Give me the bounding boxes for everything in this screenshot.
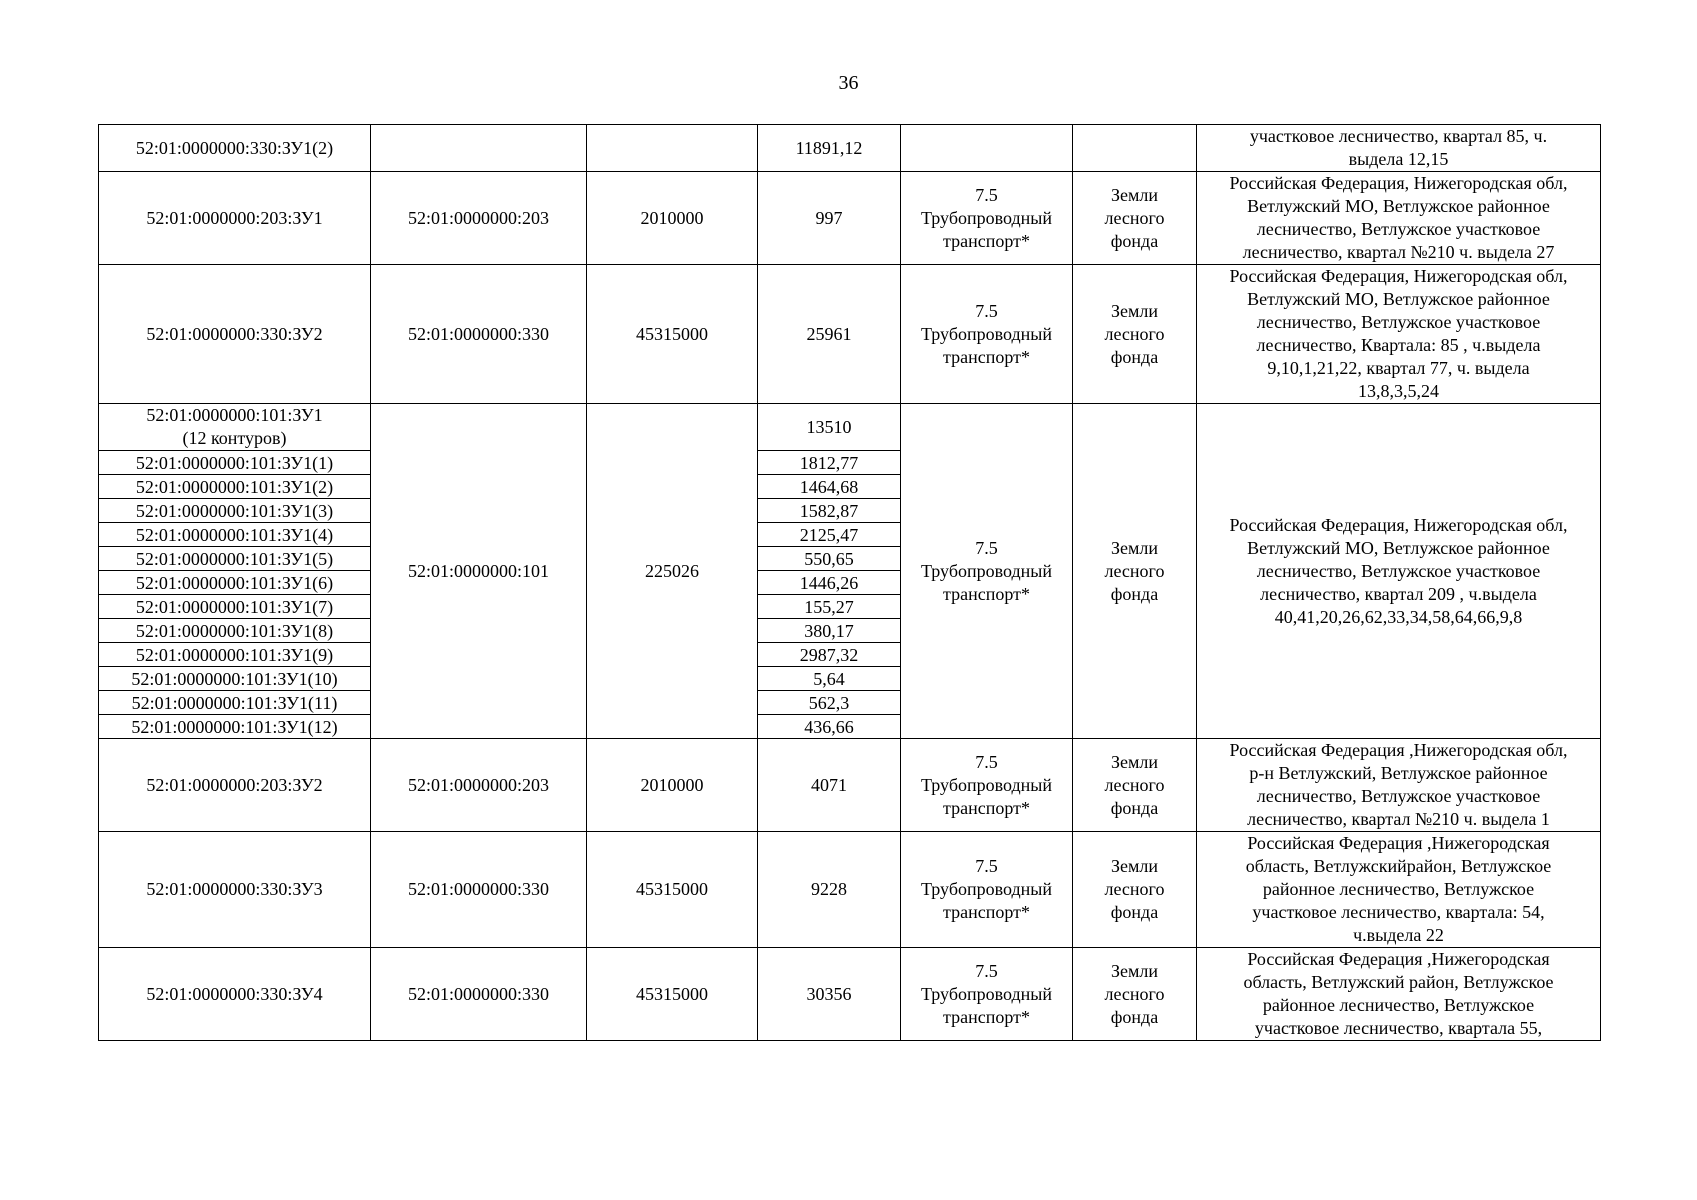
permitted-use-line: транспорт* bbox=[943, 583, 1030, 604]
table-row bbox=[99, 172, 1601, 265]
parent-cadastral-number: 52:01:0000000:203 bbox=[371, 739, 587, 832]
plot-id-line: (12 контуров) bbox=[182, 428, 287, 448]
permitted-use bbox=[901, 172, 1073, 265]
plot-area: 997 bbox=[758, 172, 901, 265]
land-category-line: лесного bbox=[1104, 774, 1165, 795]
contour-area: 380,17 bbox=[758, 619, 901, 643]
address-line: Ветлужский МО, Ветлужское районное bbox=[1247, 537, 1550, 558]
land-category-line: Земли bbox=[1110, 856, 1158, 876]
address bbox=[1197, 948, 1601, 1041]
land-category bbox=[1073, 265, 1197, 404]
land-category bbox=[1073, 125, 1197, 172]
plot-area: 13510 bbox=[758, 404, 901, 451]
land-category-line: Земли bbox=[1110, 960, 1158, 981]
contour-area: 2987,32 bbox=[758, 643, 901, 667]
contour-id: 52:01:0000000:101:ЗУ1(3) bbox=[99, 499, 371, 523]
address bbox=[1197, 832, 1601, 948]
land-category bbox=[1073, 404, 1197, 739]
plot-id: 52:01:0000000:203:ЗУ1 bbox=[99, 172, 371, 265]
parent-area bbox=[587, 125, 758, 172]
permitted-use-line: транспорт* bbox=[943, 902, 1030, 922]
parent-area: 225026 bbox=[587, 404, 758, 739]
contour-id: 52:01:0000000:101:ЗУ1(2) bbox=[99, 475, 371, 499]
land-category-line: лесного bbox=[1104, 560, 1165, 581]
address-line: Российская Федерация, Нижегородская обл, bbox=[1229, 173, 1568, 193]
contour-area: 550,65 bbox=[758, 547, 901, 571]
address-line: Ветлужский МО, Ветлужское районное bbox=[1247, 289, 1550, 309]
address-line: ч.выдела 22 bbox=[1353, 925, 1444, 945]
address-line: лесничество, Ветлужское участковое bbox=[1256, 312, 1541, 332]
contour-id: 52:01:0000000:101:ЗУ1(9) bbox=[99, 643, 371, 667]
address-line: область, Ветлужскийрайон, Ветлужское bbox=[1245, 856, 1552, 876]
land-category-line: лесного bbox=[1104, 323, 1165, 344]
land-category-line: Земли bbox=[1110, 751, 1158, 772]
contour-id: 52:01:0000000:101:ЗУ1(4) bbox=[99, 523, 371, 547]
permitted-use-line: Трубопроводный bbox=[920, 774, 1052, 795]
parent-cadastral-number: 52:01:0000000:203 bbox=[371, 172, 587, 265]
parent-cadastral-number: 52:01:0000000:330 bbox=[371, 832, 587, 948]
page-number: 36 bbox=[838, 72, 859, 94]
permitted-use-line: 7.5 bbox=[975, 184, 998, 205]
land-category bbox=[1073, 739, 1197, 832]
address-line: р-н Ветлужский, Ветлужское районное bbox=[1249, 763, 1548, 783]
address-line: 9,10,1,21,22, квартал 77, ч. выдела bbox=[1267, 358, 1530, 378]
address-line: Российская Федерация, Нижегородская обл, bbox=[1229, 514, 1568, 535]
contour-id: 52:01:0000000:101:ЗУ1(5) bbox=[99, 547, 371, 571]
contour-area: 5,64 bbox=[758, 667, 901, 691]
address-line: лесничество, Ветлужское участковое bbox=[1256, 560, 1541, 581]
plot-id: 52:01:0000000:330:ЗУ1(2) bbox=[99, 125, 371, 172]
table-row bbox=[99, 125, 1601, 172]
address-line: выдела 12,15 bbox=[1348, 149, 1449, 169]
permitted-use bbox=[901, 265, 1073, 404]
permitted-use bbox=[901, 404, 1073, 739]
contour-area: 562,3 bbox=[758, 691, 901, 715]
contour-area: 1446,26 bbox=[758, 571, 901, 595]
land-category-line: фонда bbox=[1110, 230, 1159, 251]
land-category-line: лесного bbox=[1104, 983, 1165, 1004]
plot-id: 52:01:0000000:330:ЗУ2 bbox=[99, 265, 371, 404]
plot-area: 11891,12 bbox=[758, 125, 901, 172]
parent-cadastral-number: 52:01:0000000:330 bbox=[371, 948, 587, 1041]
permitted-use-line: Трубопроводный bbox=[920, 560, 1052, 581]
land-category-line: Земли bbox=[1110, 537, 1158, 558]
address-line: Российская Федерация ,Нижегородская bbox=[1247, 833, 1550, 853]
address-line: лесничество, квартал №210 ч. выдела 27 bbox=[1242, 242, 1555, 262]
address-line: Российская Федерация ,Нижегородская обл, bbox=[1229, 740, 1568, 760]
contour-area: 1812,77 bbox=[758, 451, 901, 475]
contour-id: 52:01:0000000:101:ЗУ1(10) bbox=[99, 667, 371, 691]
contour-area: 1464,68 bbox=[758, 475, 901, 499]
contour-id: 52:01:0000000:101:ЗУ1(11) bbox=[99, 691, 371, 715]
land-category-line: фонда bbox=[1110, 346, 1159, 367]
plot-id: 52:01:0000000:330:ЗУ4 bbox=[99, 948, 371, 1041]
address-line: районное лесничество, Ветлужское bbox=[1262, 879, 1535, 899]
table-row bbox=[99, 832, 1601, 948]
land-category bbox=[1073, 948, 1197, 1041]
parent-area: 45315000 bbox=[587, 948, 758, 1041]
land-category bbox=[1073, 172, 1197, 265]
land-category bbox=[1073, 832, 1197, 948]
permitted-use-line: транспорт* bbox=[943, 797, 1030, 818]
address-line: область, Ветлужский район, Ветлужское bbox=[1243, 972, 1554, 992]
contour-id: 52:01:0000000:101:ЗУ1(1) bbox=[99, 451, 371, 475]
address-line: Ветлужский МО, Ветлужское районное bbox=[1247, 196, 1550, 216]
permitted-use bbox=[901, 739, 1073, 832]
address-line: 40,41,20,26,62,33,34,58,64,66,9,8 bbox=[1274, 606, 1523, 627]
address-line: лесничество, Ветлужское участковое bbox=[1256, 219, 1541, 239]
permitted-use-line: 7.5 bbox=[975, 960, 998, 981]
parent-area: 2010000 bbox=[587, 172, 758, 265]
permitted-use-line: 7.5 bbox=[975, 537, 998, 558]
address-line: лесничество, квартал 209 , ч.выдела bbox=[1260, 583, 1537, 604]
contour-area: 436,66 bbox=[758, 715, 901, 739]
plot-id: 52:01:0000000:330:ЗУ3 bbox=[99, 832, 371, 948]
contour-id: 52:01:0000000:101:ЗУ1(7) bbox=[99, 595, 371, 619]
table-row bbox=[99, 948, 1601, 1041]
contour-id: 52:01:0000000:101:ЗУ1(6) bbox=[99, 571, 371, 595]
land-category-line: фонда bbox=[1110, 583, 1159, 604]
contour-area: 155,27 bbox=[758, 595, 901, 619]
address-line: участковое лесничество, квартала: 54, bbox=[1252, 902, 1545, 922]
address bbox=[1197, 739, 1601, 832]
permitted-use-line: транспорт* bbox=[943, 1006, 1030, 1027]
address bbox=[1197, 265, 1601, 404]
permitted-use-line: транспорт* bbox=[943, 346, 1030, 367]
table-row bbox=[99, 404, 1601, 451]
table-body bbox=[99, 125, 1601, 1041]
permitted-use-line: 7.5 bbox=[975, 751, 998, 772]
address-line: Российская Федерация, Нижегородская обл, bbox=[1229, 266, 1568, 286]
land-category-line: лесного bbox=[1104, 207, 1165, 228]
contour-id: 52:01:0000000:101:ЗУ1(12) bbox=[99, 715, 371, 739]
address-line: лесничество, квартал №210 ч. выдела 1 bbox=[1247, 809, 1550, 829]
address bbox=[1197, 125, 1601, 172]
address-line: лесничество, Ветлужское участковое bbox=[1256, 786, 1541, 806]
address-line: районное лесничество, Ветлужское bbox=[1262, 995, 1535, 1015]
land-category-line: фонда bbox=[1110, 902, 1159, 922]
table-row bbox=[99, 739, 1601, 832]
permitted-use-line: Трубопроводный bbox=[920, 879, 1052, 899]
land-category-line: фонда bbox=[1110, 1006, 1159, 1027]
address-line: участковое лесничество, квартал 85, ч. bbox=[1249, 126, 1548, 146]
permitted-use-line: 7.5 bbox=[975, 856, 998, 876]
address-line: 13,8,3,5,24 bbox=[1358, 381, 1439, 401]
contour-area: 1582,87 bbox=[758, 499, 901, 523]
permitted-use bbox=[901, 948, 1073, 1041]
plot-id: 52:01:0000000:203:ЗУ2 bbox=[99, 739, 371, 832]
permitted-use-line: 7.5 bbox=[975, 300, 998, 321]
address bbox=[1197, 404, 1601, 739]
permitted-use-line: Трубопроводный bbox=[920, 983, 1052, 1004]
permitted-use bbox=[901, 125, 1073, 172]
plot-area: 30356 bbox=[758, 948, 901, 1041]
contour-id: 52:01:0000000:101:ЗУ1(8) bbox=[99, 619, 371, 643]
permitted-use-line: транспорт* bbox=[943, 230, 1030, 251]
parent-cadastral-number: 52:01:0000000:330 bbox=[371, 265, 587, 404]
table-row bbox=[99, 265, 1601, 404]
land-category-line: лесного bbox=[1104, 879, 1165, 899]
parent-area: 2010000 bbox=[587, 739, 758, 832]
parent-area: 45315000 bbox=[587, 832, 758, 948]
land-category-line: Земли bbox=[1110, 184, 1158, 205]
plot-id bbox=[99, 404, 371, 451]
parent-cadastral-number bbox=[371, 125, 587, 172]
plot-area: 4071 bbox=[758, 739, 901, 832]
parent-area: 45315000 bbox=[587, 265, 758, 404]
contour-area: 2125,47 bbox=[758, 523, 901, 547]
land-category-line: фонда bbox=[1110, 797, 1159, 818]
permitted-use bbox=[901, 832, 1073, 948]
plot-area: 25961 bbox=[758, 265, 901, 404]
address bbox=[1197, 172, 1601, 265]
permitted-use-line: Трубопроводный bbox=[920, 207, 1052, 228]
land-plot-table bbox=[98, 124, 1601, 1041]
address-line: участковое лесничество, квартала 55, bbox=[1254, 1018, 1543, 1038]
address-line: лесничество, Квартала: 85 , ч.выдела bbox=[1256, 335, 1541, 355]
address-line: Российская Федерация ,Нижегородская bbox=[1247, 949, 1550, 969]
permitted-use-line: Трубопроводный bbox=[920, 323, 1052, 344]
plot-id-line: 52:01:0000000:101:ЗУ1 bbox=[146, 405, 323, 425]
land-category-line: Земли bbox=[1110, 300, 1158, 321]
plot-area: 9228 bbox=[758, 832, 901, 948]
parent-cadastral-number: 52:01:0000000:101 bbox=[371, 404, 587, 739]
